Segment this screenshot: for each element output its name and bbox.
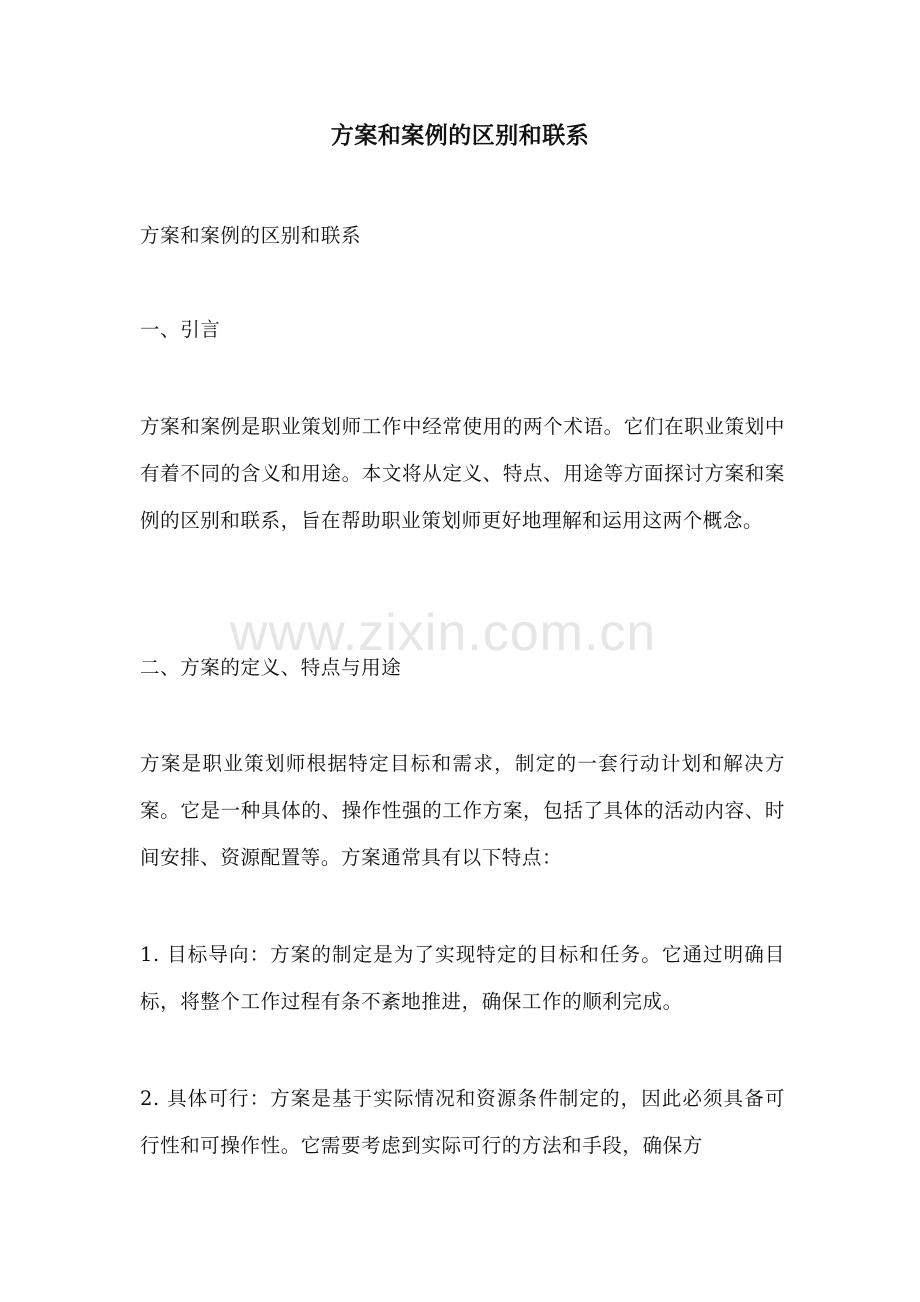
list-item-point-1: 1. 目标导向：方案的制定是为了实现特定的目标和任务。它通过明确目标，将整个工作过程有条不紊地推进，确保工作的顺利完成。 <box>140 943 785 1013</box>
intro-paragraph: 方案和案例是职业策划师工作中经常使用的两个术语。它们在职业策划中有着不同的含义和用途。本文将从定义、特点、用途等方面探讨方案和案例的区别和联系，旨在帮助职业策划师更好地理解和运用这两个概念。 <box>140 415 785 532</box>
watermark: www.zixin.com.cn <box>230 604 657 662</box>
section-heading-intro: 一、引言 <box>140 318 221 341</box>
list-item-point-2: 2. 具体可行：方案是基于实际情况和资源条件制定的，因此必须具备可行性和可操作性。它需要考虑到实际可行的方法和手段，确保方 <box>140 1087 785 1157</box>
section-heading-plan: 二、方案的定义、特点与用途 <box>140 656 402 679</box>
document-title: 方案和案例的区别和联系 <box>330 122 590 149</box>
document-subtitle: 方案和案例的区别和联系 <box>140 224 362 247</box>
plan-paragraph: 方案是职业策划师根据特定目标和需求，制定的一套行动计划和解决方案。它是一种具体的、操作性强的工作方案，包括了具体的活动内容、时间安排、资源配置等。方案通常具有以下特点： <box>140 752 785 869</box>
